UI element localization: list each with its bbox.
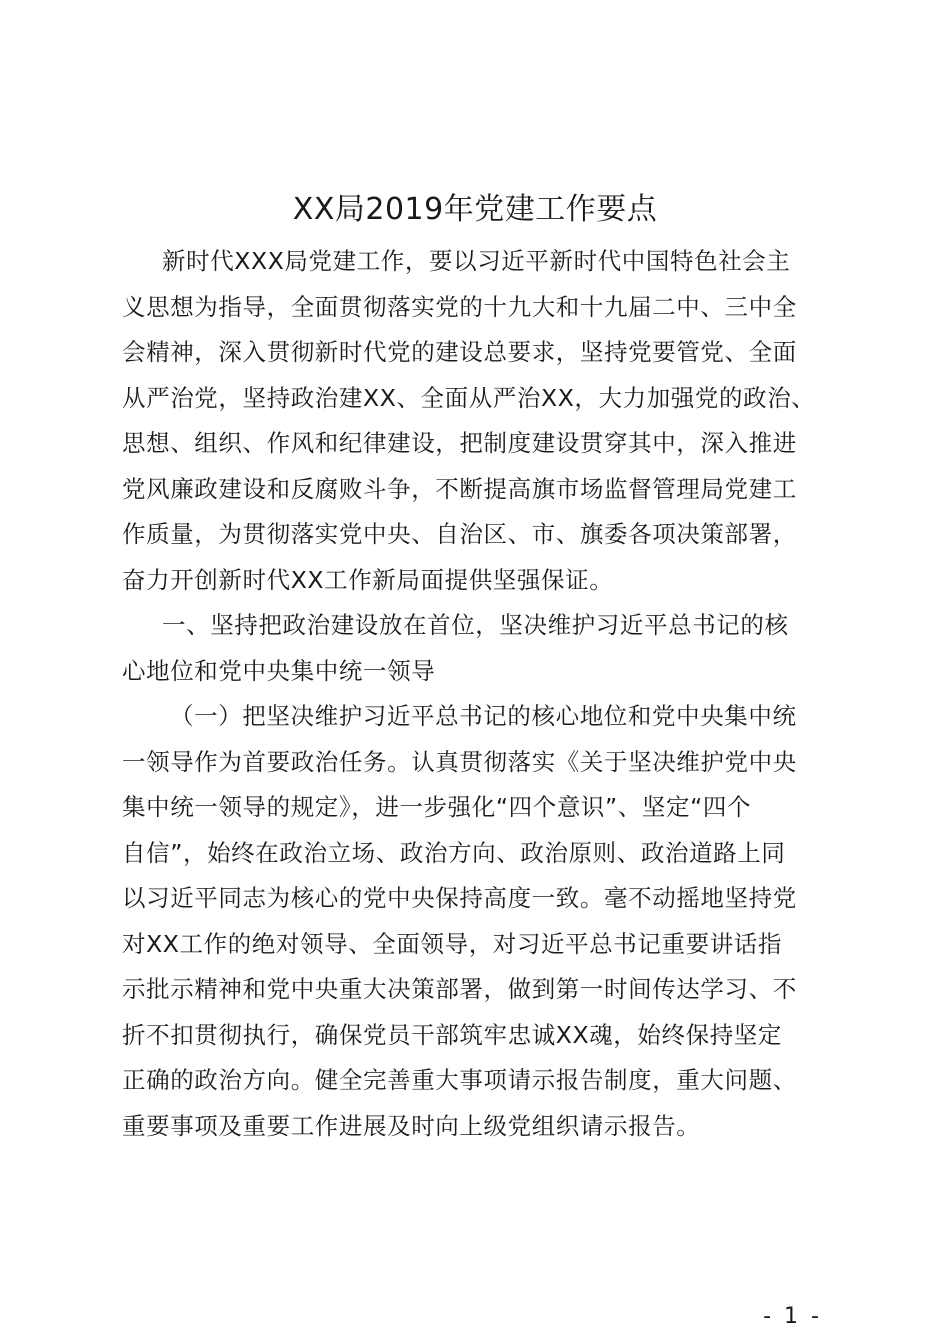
heading-line: 一、坚持把政治建设放在首位，坚决维护习近平总书记的核 bbox=[162, 611, 789, 639]
paragraph-line: 正确的政治方向。健全完善重大事项请示报告制度，重大问题、 bbox=[122, 1066, 797, 1094]
paragraph-line: 从严治党，坚持政治建XX、全面从严治XX，大力加强党的政治、 bbox=[122, 383, 816, 412]
subsection-paragraph bbox=[122, 694, 822, 1149]
paragraph-line: 作质量，为贯彻落实党中央、自治区、市、旗委各项决策部署， bbox=[122, 520, 797, 548]
paragraph-line: 以习近平同志为核心的党中央保持高度一致。毫不动摇地坚持党 bbox=[122, 884, 797, 912]
paragraph-line: 示批示精神和党中央重大决策部署，做到第一时间传达学习、不 bbox=[122, 975, 797, 1003]
paragraph-line: 对XX工作的绝对领导、全面领导，对习近平总书记重要讲话指 bbox=[122, 929, 782, 958]
section-heading bbox=[122, 603, 822, 694]
paragraph-line: 党风廉政建设和反腐败斗争，不断提高旗市场监督管理局党建工 bbox=[122, 474, 797, 503]
paragraph-line: 自信”，始终在政治立场、政治方向、政治原则、政治道路上同 bbox=[122, 838, 786, 867]
paragraph-line: （一）把坚决维护习近平总书记的核心地位和党中央集中统 bbox=[170, 702, 797, 730]
paragraph-line: 会精神，深入贯彻新时代党的建设总要求，坚持党要管党、全面 bbox=[122, 338, 797, 366]
paragraph-line: 重要事项及重要工作进展及时向上级党组织请示报告。 bbox=[122, 1111, 701, 1140]
paragraph-line: 奋力开创新时代XX工作新局面提供坚强保证。 bbox=[122, 565, 614, 594]
heading-line: 心地位和党中央集中统一领导 bbox=[122, 656, 436, 685]
paragraph-line: 思想、组织、作风和纪律建设，把制度建设贯穿其中，深入推进 bbox=[122, 429, 797, 457]
document-title: XX局2019年党建工作要点 bbox=[292, 192, 658, 227]
paragraph-line: 折不扣贯彻执行，确保党员干部筑牢忠诚XX魂，始终保持坚定 bbox=[122, 1020, 782, 1049]
paragraph-line: 新时代XXX局党建工作，要以习近平新时代中国特色社会主 bbox=[162, 247, 791, 275]
document-body bbox=[122, 239, 822, 1149]
paragraph-line: 一领导作为首要政治任务。认真贯彻落实《关于坚决维护党中央 bbox=[122, 747, 797, 776]
page-number: - 1 - bbox=[763, 1304, 822, 1329]
paragraph-line: 集中统一领导的规定》，进一步强化“四个意识”、坚定“四个 bbox=[122, 793, 752, 821]
paragraph-line: 义思想为指导，全面贯彻落实党的十九大和十九届二中、三中全 bbox=[122, 292, 797, 321]
intro-paragraph bbox=[122, 239, 822, 603]
